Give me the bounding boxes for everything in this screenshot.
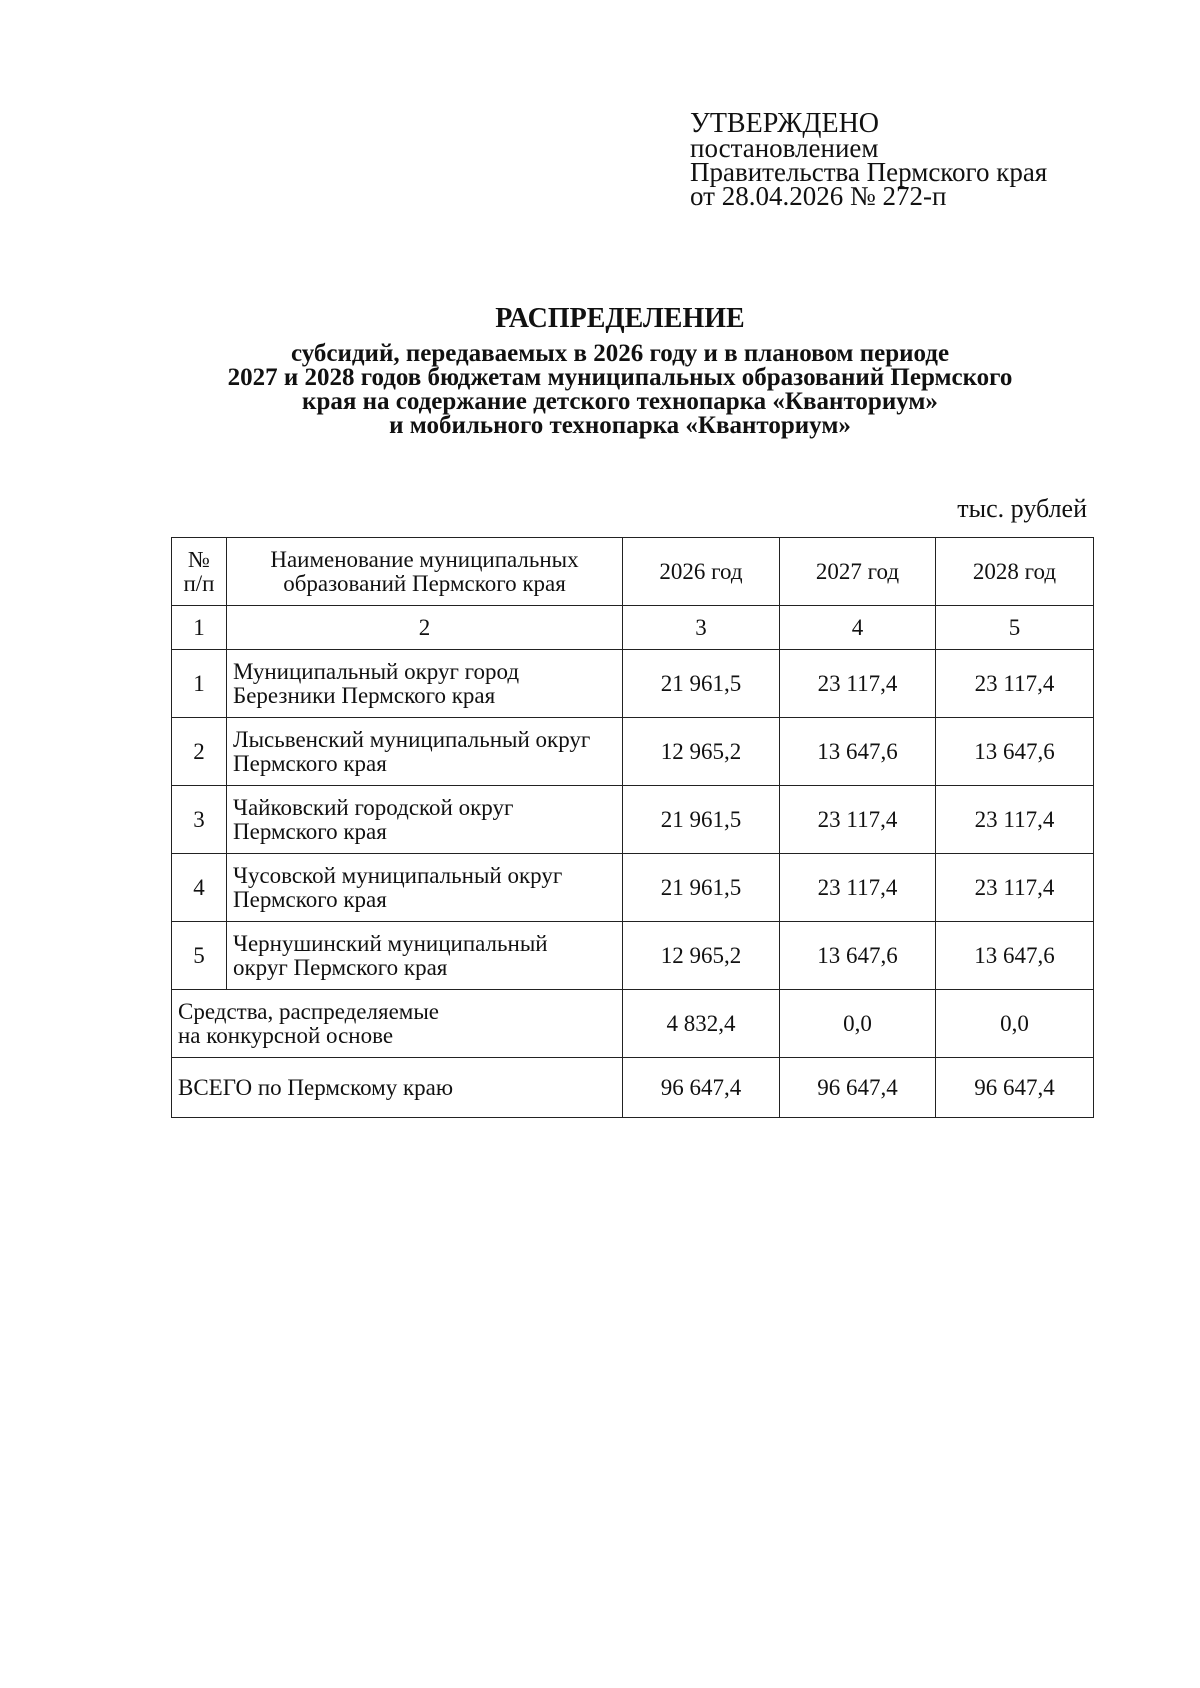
title-subtitle <box>150 342 1090 438</box>
table-header-row <box>172 538 1094 606</box>
competitive-value-2027: 0,0 <box>780 990 936 1058</box>
competitive-funds-row <box>172 990 1094 1058</box>
row-number: 2 <box>172 718 227 786</box>
table-row <box>172 854 1094 922</box>
competitive-label-line-1: Средства, распределяемые <box>178 998 439 1024</box>
row-value-2026: 21 961,5 <box>623 786 780 854</box>
row-value-2026: 12 965,2 <box>623 718 780 786</box>
subtitle-line-3: края на содержание детского технопарка «Кванториум» <box>302 388 938 415</box>
row-value-2028: 23 117,4 <box>936 650 1094 718</box>
subtitle-line-4: и мобильного технопарка «Кванториум» <box>389 412 851 439</box>
header-name-line-1: Наименование муниципальных <box>270 546 579 572</box>
approval-stamp <box>690 108 1048 211</box>
header-2028: 2028 год <box>936 538 1094 606</box>
approval-heading: УТВЕРЖДЕНО <box>690 108 880 139</box>
total-label: ВСЕГО по Пермскому краю <box>172 1058 623 1118</box>
subtitle-line-2: 2027 и 2028 годов бюджетам муниципальных образований Пермского <box>227 364 1013 391</box>
competitive-funds-label <box>172 990 623 1058</box>
header-number-line-2: п/п <box>183 570 215 596</box>
title-heading: РАСПРЕДЕЛЕНИЕ <box>495 303 745 334</box>
table-row <box>172 922 1094 990</box>
row-value-2028: 13 647,6 <box>936 718 1094 786</box>
row-value-2027: 23 117,4 <box>780 854 936 922</box>
header-2026: 2026 год <box>623 538 780 606</box>
subtitle-line-1: субсидий, передаваемых в 2026 году и в плановом периоде <box>290 340 950 367</box>
row-number: 1 <box>172 650 227 718</box>
row-name <box>227 650 623 718</box>
row-number: 5 <box>172 922 227 990</box>
row-name-line-2: Пермского края <box>233 750 387 776</box>
row-value-2026: 21 961,5 <box>623 854 780 922</box>
table-row <box>172 718 1094 786</box>
row-name-line-1: Лысьвенский муниципальный округ <box>233 726 591 752</box>
row-name-line-2: Пермского края <box>233 818 387 844</box>
competitive-value-2026: 4 832,4 <box>623 990 780 1058</box>
total-value-2026: 96 647,4 <box>623 1058 780 1118</box>
approval-line-4: от 28.04.2026 № 272-п <box>690 181 947 211</box>
row-value-2026: 12 965,2 <box>623 922 780 990</box>
row-value-2027: 13 647,6 <box>780 718 936 786</box>
header-2027: 2027 год <box>780 538 936 606</box>
table-row <box>172 786 1094 854</box>
column-number: 2 <box>227 606 623 650</box>
row-value-2027: 23 117,4 <box>780 786 936 854</box>
header-name-line-2: образований Пермского края <box>283 570 566 596</box>
row-name <box>227 854 623 922</box>
table-row <box>172 650 1094 718</box>
row-name-line-1: Чернушинский муниципальный <box>233 930 548 956</box>
row-name-line-2: Березники Пермского края <box>233 682 496 708</box>
row-value-2028: 23 117,4 <box>936 854 1094 922</box>
units-label: тыс. рублей <box>957 494 1087 523</box>
row-name <box>227 922 623 990</box>
header-number <box>172 538 227 606</box>
row-value-2027: 23 117,4 <box>780 650 936 718</box>
row-name <box>227 786 623 854</box>
column-number: 5 <box>936 606 1094 650</box>
row-number: 3 <box>172 786 227 854</box>
competitive-label-line-2: на конкурсной основе <box>178 1022 394 1048</box>
row-value-2026: 21 961,5 <box>623 650 780 718</box>
row-name-line-1: Чайковский городской округ <box>233 794 514 820</box>
row-name-line-1: Чусовской муниципальный округ <box>233 862 563 888</box>
row-name-line-2: Пермского края <box>233 886 387 912</box>
header-number-line-1: № <box>188 546 210 572</box>
row-name <box>227 718 623 786</box>
header-name <box>227 538 623 606</box>
row-value-2027: 13 647,6 <box>780 922 936 990</box>
row-value-2028: 23 117,4 <box>936 786 1094 854</box>
row-number: 4 <box>172 854 227 922</box>
competitive-value-2028: 0,0 <box>936 990 1094 1058</box>
row-name-line-2: округ Пермского края <box>233 954 448 980</box>
document-title <box>150 304 1090 438</box>
column-number: 3 <box>623 606 780 650</box>
row-value-2028: 13 647,6 <box>936 922 1094 990</box>
approval-line-2: постановлением <box>690 133 879 163</box>
total-value-2028: 96 647,4 <box>936 1058 1094 1118</box>
column-number-row <box>172 606 1094 650</box>
column-number: 1 <box>172 606 227 650</box>
column-number: 4 <box>780 606 936 650</box>
row-name-line-1: Муниципальный округ город <box>233 658 520 684</box>
total-value-2027: 96 647,4 <box>780 1058 936 1118</box>
subsidy-table <box>171 537 1094 1118</box>
approval-line-3: Правительства Пермского края <box>690 157 1048 187</box>
total-row <box>172 1058 1094 1118</box>
